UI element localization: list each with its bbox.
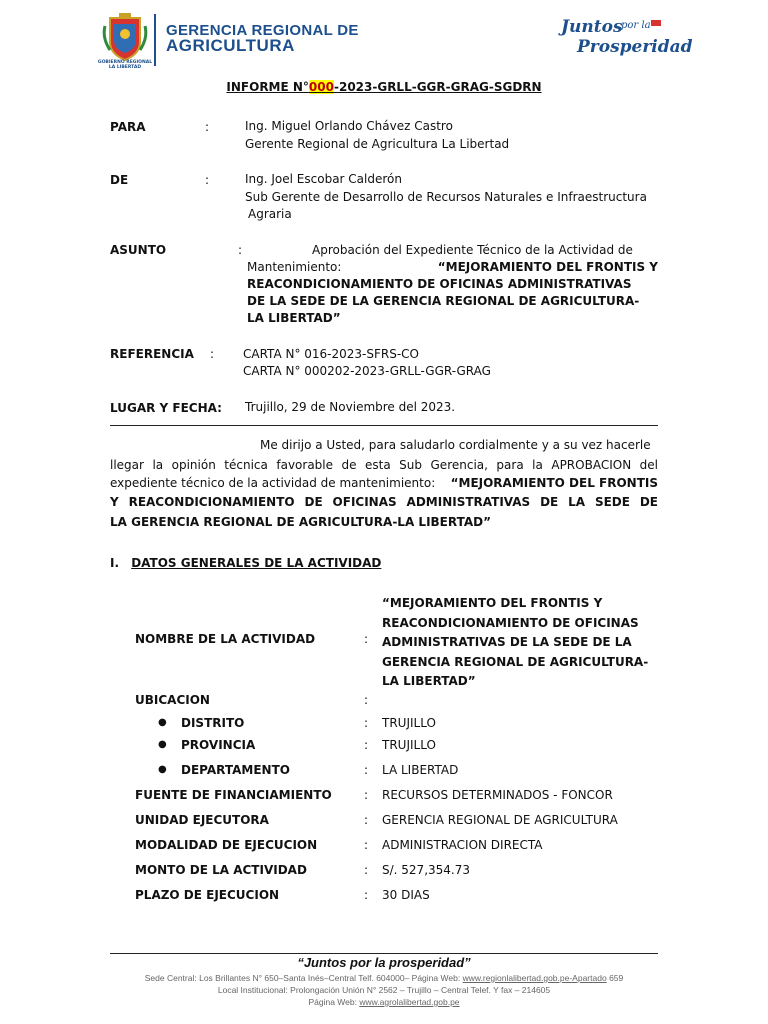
plazo-value: 30 DIAS: [382, 888, 430, 902]
departamento-label: DEPARTAMENTO: [181, 763, 290, 777]
plazo-label: PLAZO DE EJECUCION: [135, 888, 280, 902]
section-heading: [110, 556, 381, 570]
referencia-line1: CARTA N° 016-2023-SFRS-CO: [243, 347, 419, 361]
body-line3-bold: “MEJORAMIENTO DEL FRONTIS: [450, 476, 658, 490]
distrito-value: TRUJILLO: [382, 716, 436, 730]
footer-link-region[interactable]: www.regionlalibertad.gob.pe-Apartado: [462, 973, 607, 983]
modalidad-colon: :: [364, 838, 369, 852]
de-position: Sub Gerente de Desarrollo de Recursos Naturales e Infraestructura: [245, 190, 647, 204]
body-line3: [110, 475, 658, 493]
para-label: PARA: [110, 120, 146, 134]
footer-line3-text: Página Web:: [308, 997, 357, 1007]
section-number: I.: [110, 556, 120, 570]
modalidad-value: ADMINISTRACION DIRECTA: [382, 838, 543, 852]
section-title: DATOS GENERALES DE LA ACTIVIDAD: [131, 556, 382, 570]
distrito-colon: :: [364, 716, 369, 730]
referencia-colon: :: [210, 347, 215, 361]
referencia-label: REFERENCIA: [110, 347, 194, 361]
asunto-label: ASUNTO: [110, 243, 167, 257]
nombre-actividad-colon: :: [364, 632, 369, 646]
report-number: 000: [308, 80, 334, 94]
para-colon: :: [205, 120, 210, 134]
unidad-label: UNIDAD EJECUTORA: [135, 813, 269, 827]
para-position: Gerente Regional de Agricultura La Libertad: [245, 137, 510, 151]
bullet-icon: ●: [158, 717, 167, 728]
report-title-prefix: INFORME N°: [226, 80, 309, 94]
de-colon: :: [205, 173, 210, 187]
footer-slogan: “Juntos por la prosperidad”: [297, 955, 471, 970]
header-rule: [110, 425, 658, 426]
juntos-prosperidad-logo: [555, 14, 693, 58]
provincia-label: PROVINCIA: [181, 738, 256, 752]
de-position-cont: Agraria: [248, 207, 292, 221]
departamento-value: LA LIBERTAD: [382, 763, 459, 777]
monto-label: MONTO DE LA ACTIVIDAD: [135, 863, 307, 877]
ubicacion-label: UBICACION: [135, 693, 210, 707]
provincia-colon: :: [364, 738, 369, 752]
header-divider: [154, 14, 156, 66]
report-title: [0, 80, 768, 94]
body-line4: Y REACONDICIONAMIENTO DE OFICINAS ADMINISTRATIVAS DE LA SEDE DE: [110, 495, 658, 509]
svg-text:por la: por la: [621, 20, 651, 31]
referencia-line2: CARTA N° 000202-2023-GRLL-GGR-GRAG: [243, 364, 491, 378]
monto-colon: :: [364, 863, 369, 877]
nombre-actividad-value: [382, 594, 648, 692]
provincia-value: TRUJILLO: [382, 738, 436, 752]
footer-line1-end: 659: [609, 973, 624, 983]
ubicacion-colon: :: [364, 693, 369, 707]
org-name-line2: AGRICULTURA: [166, 36, 295, 55]
fuente-value: RECURSOS DETERMINADOS - FONCOR: [382, 788, 613, 802]
plazo-colon: :: [364, 888, 369, 902]
footer-address-line2: Local Institucional: Prolongación Unión N° 2562 – Trujillo – Central Telef. Y fax – 214605: [217, 985, 551, 995]
modalidad-label: MODALIDAD DE EJECUCION: [135, 838, 318, 852]
de-label: DE: [110, 173, 129, 187]
asunto-line3: REACONDICIONAMIENTO DE OFICINAS ADMINISTRATIVAS: [247, 277, 632, 291]
bullet-icon: ●: [158, 764, 167, 775]
monto-value: S/. 527,354.73: [382, 863, 470, 877]
footer-link-agro[interactable]: www.agrolalibertad.gob.pe: [359, 997, 460, 1007]
nombre-actividad-label: NOMBRE DE LA ACTIVIDAD: [135, 632, 316, 646]
bullet-icon: ●: [158, 739, 167, 750]
departamento-colon: :: [364, 763, 369, 777]
fuente-colon: :: [364, 788, 369, 802]
asunto-line2-plain: Mantenimiento:: [247, 260, 342, 274]
asunto-line2: [247, 259, 658, 277]
nombre-value-line: LA LIBERTAD”: [382, 674, 476, 688]
asunto-line1: Aprobación del Expediente Técnico de la Actividad de: [312, 243, 633, 257]
footer-rule: [110, 953, 658, 954]
unidad-colon: :: [364, 813, 369, 827]
body-line1: Me dirijo a Usted, para saludarlo cordialmente y a su vez hacerle: [260, 438, 651, 452]
body-line3-plain: expediente técnico de la actividad de mantenimiento:: [110, 476, 436, 490]
asunto-line2-bold: “MEJORAMIENTO DEL FRONTIS Y: [437, 260, 658, 274]
nombre-value-line: GERENCIA REGIONAL DE AGRICULTURA-: [382, 654, 649, 669]
org-name-line1: GERENCIA REGIONAL DE: [166, 22, 359, 39]
report-title-suffix: -2023-GRLL-GGR-GRAG-SGDRN: [333, 80, 542, 94]
nombre-value-line: ADMINISTRATIVAS DE LA SEDE DE LA: [382, 635, 632, 649]
fuente-label: FUENTE DE FINANCIAMIENTO: [135, 788, 332, 802]
distrito-label: DISTRITO: [181, 716, 245, 730]
lugar-fecha-value: Trujillo, 29 de Noviembre del 2023.: [245, 400, 456, 414]
asunto-colon: :: [238, 243, 243, 257]
footer-line1-text: Sede Central: Los Brillantes N° 650–Santa Inés–Central Telf. 604000– Página Web:: [144, 973, 461, 983]
asunto-line4: DE LA SEDE DE LA GERENCIA REGIONAL DE AGRICULTURA-: [247, 294, 640, 308]
unidad-value: GERENCIA REGIONAL DE AGRICULTURA: [382, 813, 618, 827]
para-name: Ing. Miguel Orlando Chávez Castro: [245, 119, 453, 133]
svg-text:Prosperidad: Prosperidad: [577, 37, 693, 57]
asunto-line5: LA LIBERTAD”: [247, 311, 341, 325]
lugar-fecha-label: LUGAR Y FECHA:: [110, 401, 222, 415]
nombre-value-line: “MEJORAMIENTO DEL FRONTIS Y: [382, 596, 603, 610]
footer-address-line3: [0, 997, 768, 1007]
body-line5: LA GERENCIA REGIONAL DE AGRICULTURA-LA LIBERTAD”: [110, 515, 491, 529]
svg-text:Juntos: Juntos: [561, 17, 623, 37]
de-name: Ing. Joel Escobar Calderón: [245, 172, 402, 186]
footer-address-line1: [0, 973, 768, 983]
nombre-value-line: REACONDICIONAMIENTO DE OFICINAS: [382, 615, 639, 630]
body-line2: llegar la opinión técnica favorable de esta Sub Gerencia, para la APROBACION del: [110, 458, 658, 472]
seal-caption: GOBIERNO REGIONAL LA LIBERTAD: [97, 60, 153, 70]
